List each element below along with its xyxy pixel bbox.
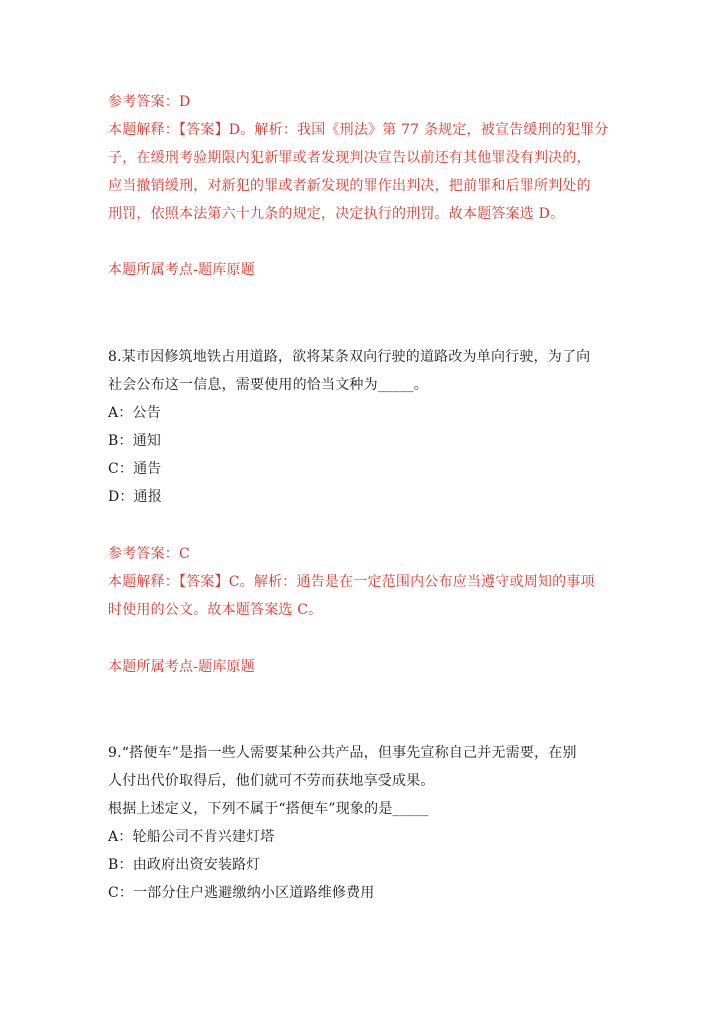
question-stem-line: 8.某市因修筑地铁占用道路，欲将某条双向行驶的道路改为单向行驶，为了向 <box>108 349 591 365</box>
option-b: B：由政府出资安装路灯 <box>108 857 261 873</box>
explanation-line: 本题解释：【答案】C。解析：通告是在一定范围内公布应当遵守或周知的事项 <box>108 574 595 590</box>
question-stem-line: 人付出代价取得后，他们就可不劳而获地享受成果。 <box>108 773 435 789</box>
question-stem-line: 根据上述定义，下列不属于“搭便车”现象的是_____ <box>108 801 429 817</box>
answer-line: 参考答案：D <box>108 94 191 110</box>
explanation-line: 本题解释：【答案】D。解析：我国《刑法》第 77 条规定，被宣告缓刑的犯罪分 <box>108 122 609 138</box>
explanation-line: 时使用的公文。故本题答案选 C。 <box>108 602 323 618</box>
option-c: C：一部分住户逃避缴纳小区道路维修费用 <box>108 885 375 901</box>
option-b: B：通知 <box>108 433 162 449</box>
option-a: A：轮船公司不肯兴建灯塔 <box>108 829 275 845</box>
question-stem-line: 9.“搭便车”是指一些人需要某种公共产品，但事先宣称自己并无需要，在别 <box>108 745 577 761</box>
source-line: 本题所属考点-题库原题 <box>108 262 255 278</box>
option-c: C：通告 <box>108 461 162 477</box>
explanation-line: 应当撤销缓刑，对新犯的罪或者新发现的罪作出判决，把前罪和后罪所判处的 <box>108 178 591 194</box>
source-line: 本题所属考点-题库原题 <box>108 659 255 675</box>
answer-line: 参考答案：C <box>108 546 190 562</box>
option-d: D：通报 <box>108 489 163 505</box>
question-stem-line: 社会公布这一信息，需要使用的恰当文种为_____。 <box>108 377 428 393</box>
option-a: A：公告 <box>108 405 161 421</box>
explanation-line: 子，在缓刑考验期限内犯新罪或者发现判决宣告以前还有其他罪没有判决的， <box>108 150 591 166</box>
explanation-line: 刑罚，依照本法第六十九条的规定，决定执行的刑罚。故本题答案选 D。 <box>108 206 565 222</box>
